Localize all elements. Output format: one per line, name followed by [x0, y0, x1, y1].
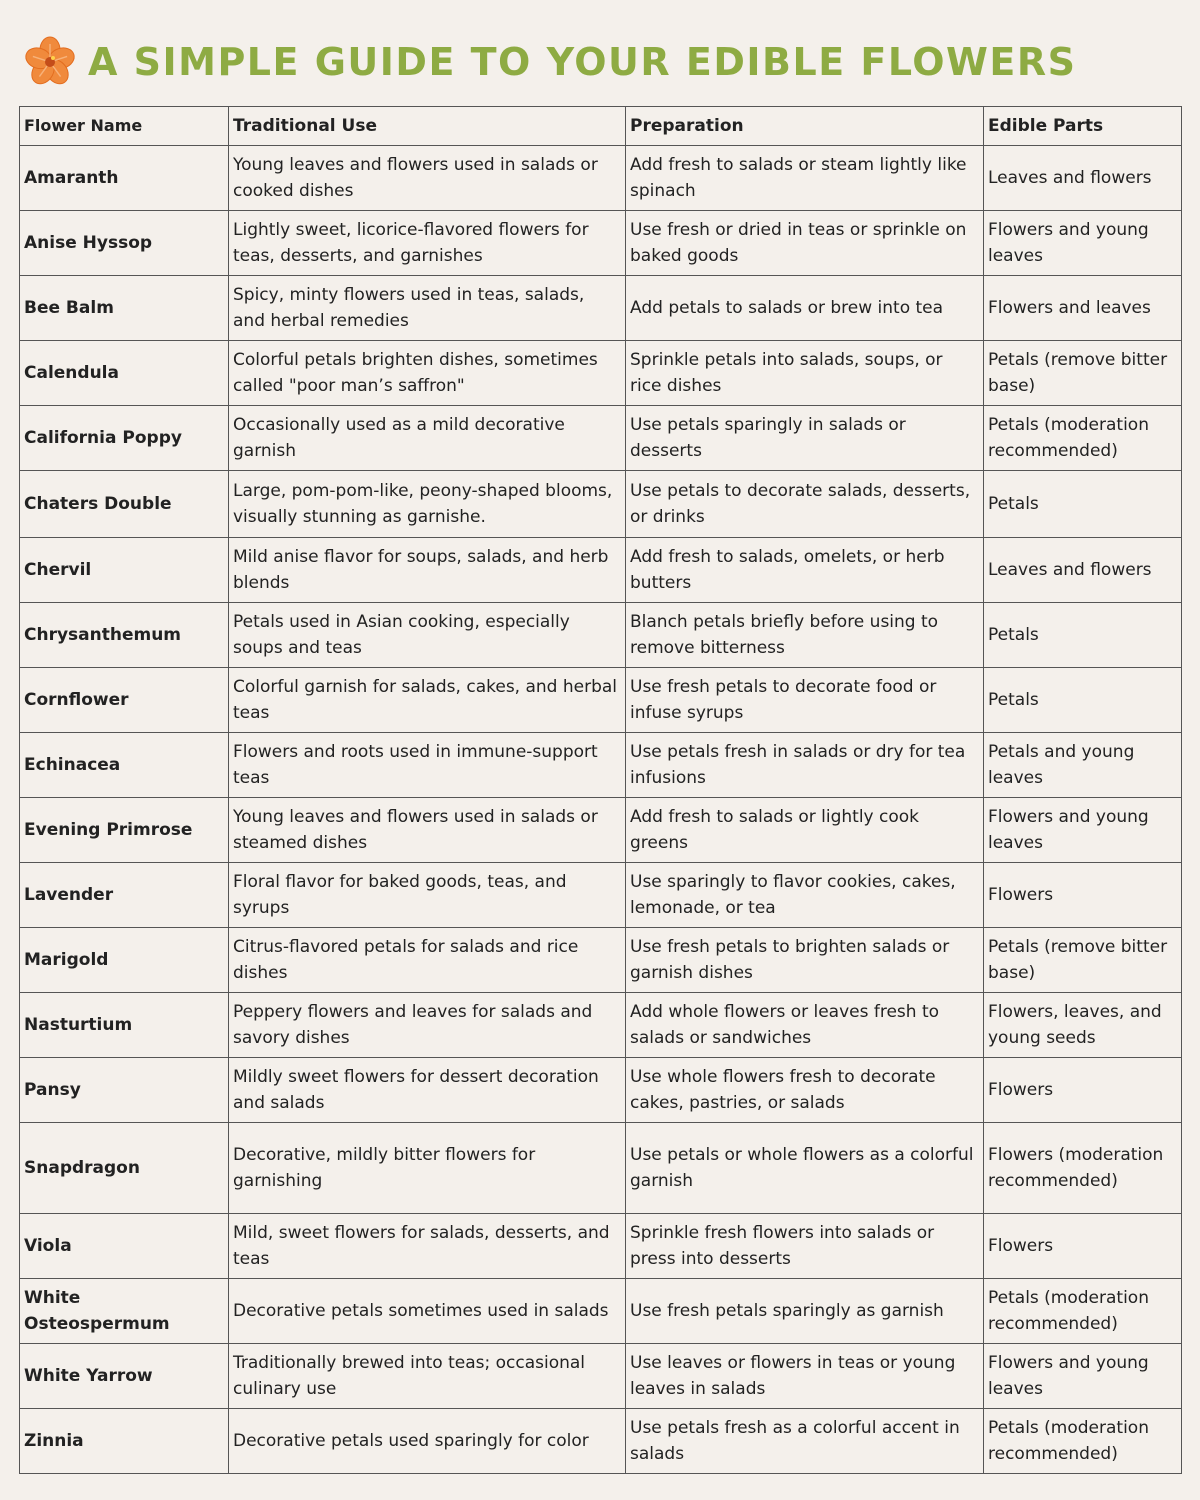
edible-parts-cell: Leaves and flowers — [984, 146, 1182, 211]
flower-name-cell: Marigold — [20, 928, 229, 993]
preparation-cell: Sprinkle petals into salads, soups, or rice dishes — [626, 341, 984, 406]
flower-name-cell: California Poppy — [20, 406, 229, 471]
edible-parts-cell: Flowers and young leaves — [984, 798, 1182, 863]
edible-parts-cell: Flowers (moderation recommended) — [984, 1123, 1182, 1214]
flower-name-cell: Chrysanthemum — [20, 603, 229, 668]
flower-name-cell: Calendula — [20, 341, 229, 406]
traditional-use-cell: Colorful garnish for salads, cakes, and herbal teas — [229, 668, 626, 733]
table-row — [20, 1409, 1182, 1474]
preparation-cell: Use petals to decorate salads, desserts, or drinks — [626, 471, 984, 538]
table-row — [20, 146, 1182, 211]
traditional-use-cell: Large, pom-pom-like, peony-shaped blooms, visually stunning as garnishe. — [229, 471, 626, 538]
edible-parts-cell: Petals (moderation recommended) — [984, 1279, 1182, 1344]
edible-parts-cell: Flowers — [984, 1214, 1182, 1279]
flower-name-cell: Echinacea — [20, 733, 229, 798]
preparation-cell: Add fresh to salads or steam lightly like spinach — [626, 146, 984, 211]
column-header-traditional-use: Traditional Use — [229, 107, 626, 146]
edible-parts-cell: Petals (moderation recommended) — [984, 406, 1182, 471]
edible-parts-cell: Petals (remove bitter base) — [984, 928, 1182, 993]
edible-parts-cell: Flowers, leaves, and young seeds — [984, 993, 1182, 1058]
traditional-use-cell: Traditionally brewed into teas; occasional culinary use — [229, 1344, 626, 1409]
flower-name-cell: Viola — [20, 1214, 229, 1279]
edible-parts-cell: Petals (remove bitter base) — [984, 341, 1182, 406]
edible-parts-cell: Petals (moderation recommended) — [984, 1409, 1182, 1474]
traditional-use-cell: Mildly sweet flowers for dessert decoration and salads — [229, 1058, 626, 1123]
table-row — [20, 1279, 1182, 1344]
flower-name-cell: White Osteospermum — [20, 1279, 229, 1344]
edible-parts-cell: Leaves and flowers — [984, 538, 1182, 603]
traditional-use-cell: Mild anise flavor for soups, salads, and herb blends — [229, 538, 626, 603]
table-row — [20, 211, 1182, 276]
traditional-use-cell: Petals used in Asian cooking, especially soups and teas — [229, 603, 626, 668]
table-row — [20, 1123, 1182, 1214]
flower-name-cell: Anise Hyssop — [20, 211, 229, 276]
table-row — [20, 1344, 1182, 1409]
flower-name-cell: Cornflower — [20, 668, 229, 733]
flower-name-cell: Bee Balm — [20, 276, 229, 341]
table-row — [20, 538, 1182, 603]
column-header-preparation: Preparation — [626, 107, 984, 146]
preparation-cell: Add whole flowers or leaves fresh to salads or sandwiches — [626, 993, 984, 1058]
title-row — [24, 34, 1077, 90]
flower-name-cell: Chervil — [20, 538, 229, 603]
preparation-cell: Use whole flowers fresh to decorate cakes, pastries, or salads — [626, 1058, 984, 1123]
preparation-cell: Blanch petals briefly before using to remove bitterness — [626, 603, 984, 668]
traditional-use-cell: Decorative, mildly bitter flowers for garnishing — [229, 1123, 626, 1214]
traditional-use-cell: Flowers and roots used in immune-support teas — [229, 733, 626, 798]
preparation-cell: Sprinkle fresh flowers into salads or press into desserts — [626, 1214, 984, 1279]
table-header-row — [20, 107, 1182, 146]
preparation-cell: Use fresh or dried in teas or sprinkle on baked goods — [626, 211, 984, 276]
edible-parts-cell: Flowers and leaves — [984, 276, 1182, 341]
flower-name-cell: Nasturtium — [20, 993, 229, 1058]
edible-parts-cell: Petals — [984, 668, 1182, 733]
table-row — [20, 471, 1182, 538]
traditional-use-cell: Mild, sweet flowers for salads, desserts, and teas — [229, 1214, 626, 1279]
preparation-cell: Use petals or whole flowers as a colorful garnish — [626, 1123, 984, 1214]
traditional-use-cell: Spicy, minty flowers used in teas, salads, and herbal remedies — [229, 276, 626, 341]
edible-parts-cell: Petals — [984, 471, 1182, 538]
preparation-cell: Use sparingly to flavor cookies, cakes, lemonade, or tea — [626, 863, 984, 928]
flower-name-cell: White Yarrow — [20, 1344, 229, 1409]
table-row — [20, 668, 1182, 733]
table-row — [20, 1058, 1182, 1123]
column-header-flower-name: Flower Name — [20, 107, 229, 146]
traditional-use-cell: Lightly sweet, licorice-flavored flowers for teas, desserts, and garnishes — [229, 211, 626, 276]
edible-parts-cell: Flowers and young leaves — [984, 1344, 1182, 1409]
preparation-cell: Add fresh to salads or lightly cook greens — [626, 798, 984, 863]
flower-name-cell: Zinnia — [20, 1409, 229, 1474]
preparation-cell: Use fresh petals to decorate food or infuse syrups — [626, 668, 984, 733]
edible-parts-cell: Flowers and young leaves — [984, 211, 1182, 276]
edible-flowers-table — [19, 106, 1182, 1474]
hibiscus-flower-icon — [24, 36, 76, 88]
table-row — [20, 928, 1182, 993]
page-title: A SIMPLE GUIDE TO YOUR EDIBLE FLOWERS — [88, 40, 1077, 84]
flower-name-cell: Snapdragon — [20, 1123, 229, 1214]
table-row — [20, 276, 1182, 341]
flower-name-cell: Amaranth — [20, 146, 229, 211]
edible-parts-cell: Petals and young leaves — [984, 733, 1182, 798]
table-row — [20, 341, 1182, 406]
preparation-cell: Add petals to salads or brew into tea — [626, 276, 984, 341]
traditional-use-cell: Floral flavor for baked goods, teas, and syrups — [229, 863, 626, 928]
table-row — [20, 1214, 1182, 1279]
preparation-cell: Use petals sparingly in salads or desserts — [626, 406, 984, 471]
preparation-cell: Use fresh petals sparingly as garnish — [626, 1279, 984, 1344]
table-row — [20, 798, 1182, 863]
column-header-edible-parts: Edible Parts — [984, 107, 1182, 146]
traditional-use-cell: Young leaves and flowers used in salads or cooked dishes — [229, 146, 626, 211]
traditional-use-cell: Citrus-flavored petals for salads and rice dishes — [229, 928, 626, 993]
edible-parts-cell: Flowers — [984, 863, 1182, 928]
flower-name-cell: Lavender — [20, 863, 229, 928]
edible-parts-cell: Flowers — [984, 1058, 1182, 1123]
preparation-cell: Use petals fresh as a colorful accent in salads — [626, 1409, 984, 1474]
preparation-cell: Use leaves or flowers in teas or young leaves in salads — [626, 1344, 984, 1409]
flower-name-cell: Evening Primrose — [20, 798, 229, 863]
preparation-cell: Use fresh petals to brighten salads or garnish dishes — [626, 928, 984, 993]
traditional-use-cell: Young leaves and flowers used in salads or steamed dishes — [229, 798, 626, 863]
preparation-cell: Add fresh to salads, omelets, or herb butters — [626, 538, 984, 603]
table-row — [20, 733, 1182, 798]
flower-name-cell: Pansy — [20, 1058, 229, 1123]
traditional-use-cell: Decorative petals used sparingly for color — [229, 1409, 626, 1474]
traditional-use-cell: Decorative petals sometimes used in salads — [229, 1279, 626, 1344]
traditional-use-cell: Occasionally used as a mild decorative garnish — [229, 406, 626, 471]
table-row — [20, 863, 1182, 928]
preparation-cell: Use petals fresh in salads or dry for tea infusions — [626, 733, 984, 798]
traditional-use-cell: Peppery flowers and leaves for salads and savory dishes — [229, 993, 626, 1058]
traditional-use-cell: Colorful petals brighten dishes, sometimes called "poor man’s saffron" — [229, 341, 626, 406]
table-row — [20, 603, 1182, 668]
flower-name-cell: Chaters Double — [20, 471, 229, 538]
edible-parts-cell: Petals — [984, 603, 1182, 668]
table-row — [20, 406, 1182, 471]
table-row — [20, 993, 1182, 1058]
